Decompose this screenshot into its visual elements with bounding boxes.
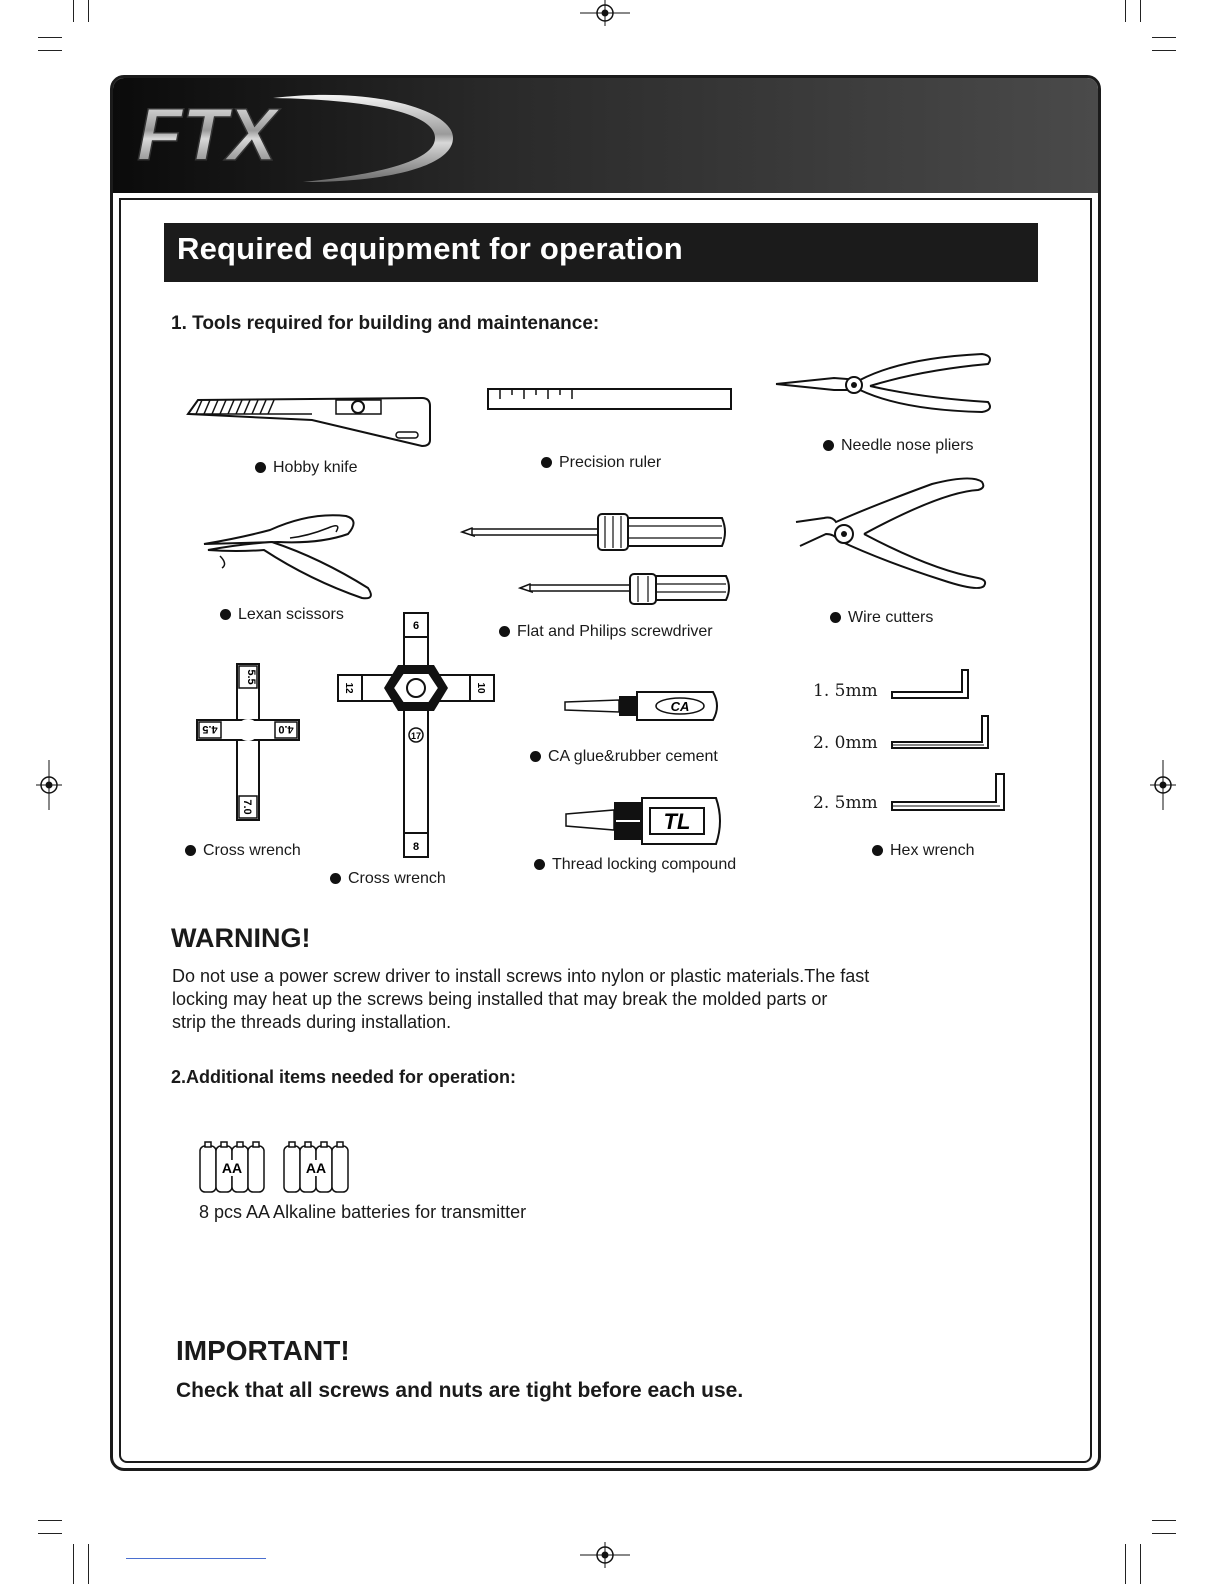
registration-mark-icon — [580, 0, 630, 26]
bullet-icon — [255, 462, 266, 473]
cross-wrench-label-1 — [185, 842, 301, 860]
screwdriver-icon — [460, 512, 732, 607]
crop-mark — [88, 1544, 89, 1584]
wire-cutters-icon — [792, 476, 992, 596]
hobby-knife-text: Hobby knife — [273, 459, 358, 476]
bullet-icon — [330, 873, 341, 884]
svg-text:AA: AA — [305, 1160, 327, 1176]
crop-mark — [73, 0, 74, 22]
bullet-icon — [534, 859, 545, 870]
needle-nose-pliers-text: Needle nose pliers — [841, 437, 974, 454]
batteries-label: 8 pcs AA Alkaline batteries for transmitter — [199, 1202, 527, 1222]
svg-text:AA: AA — [221, 1160, 243, 1176]
bullet-icon — [541, 457, 552, 468]
crop-mark — [1140, 1544, 1141, 1584]
hobby-knife-icon — [186, 390, 436, 450]
screwdriver-text: Flat and Philips screwdriver — [517, 623, 713, 640]
footer-rule — [126, 1558, 266, 1559]
precision-ruler-icon — [486, 386, 734, 412]
important-heading: IMPORTANT! — [176, 1335, 350, 1366]
warning-line-1: Do not use a power screw driver to install screws into nylon or plastic materials.The fast — [172, 966, 870, 986]
crop-mark — [1140, 0, 1141, 22]
wire-cutters-text: Wire cutters — [848, 609, 934, 626]
svg-text:FTX: FTX — [137, 93, 277, 176]
hex-wrench-text: Hex wrench — [890, 842, 975, 859]
hex-size-3: 2. 5mm — [813, 793, 878, 813]
svg-text:17: 17 — [410, 731, 422, 741]
section2-heading: 2.Additional items needed for operation: — [171, 1067, 517, 1087]
svg-text:7.0: 7.0 — [241, 799, 253, 815]
warning-heading: WARNING! — [171, 923, 311, 953]
bullet-icon — [185, 845, 196, 856]
svg-text:4.0: 4.0 — [278, 723, 294, 735]
lexan-scissors-icon — [200, 508, 380, 604]
warning-line-2: locking may heat up the screws being installed that may break the molded parts or — [172, 989, 828, 1009]
bullet-icon — [499, 626, 510, 637]
svg-text:6: 6 — [412, 620, 420, 632]
svg-text:12: 12 — [343, 682, 354, 694]
crop-mark — [1152, 1520, 1176, 1521]
warning-line-3: strip the threads during installation. — [172, 1012, 452, 1032]
hobby-knife-label — [255, 459, 358, 477]
crop-mark — [1152, 37, 1176, 38]
bullet-icon — [530, 751, 541, 762]
crop-mark — [1152, 50, 1176, 51]
svg-text:5.5: 5.5 — [245, 669, 257, 685]
large-cross-wrench-icon — [336, 611, 496, 861]
precision-ruler-label — [541, 454, 661, 472]
cross-wrench-label-2 — [330, 870, 446, 888]
hex-wrench-label — [872, 842, 974, 860]
lexan-scissors-label — [220, 606, 344, 624]
cross-wrench-text-1: Cross wrench — [203, 842, 301, 859]
crop-mark — [73, 1544, 74, 1584]
svg-text:CA: CA — [670, 699, 690, 714]
registration-mark-icon — [36, 760, 62, 810]
registration-mark-icon — [1150, 760, 1176, 810]
thread-locking-label — [534, 856, 736, 874]
crop-mark — [1152, 1533, 1176, 1534]
ca-glue-label — [530, 748, 718, 766]
hex-wrench-icon — [890, 668, 1008, 816]
cross-wrench-text-2: Cross wrench — [348, 870, 446, 887]
precision-ruler-text: Precision ruler — [559, 454, 662, 471]
crop-mark — [38, 37, 62, 38]
header-band — [113, 78, 1098, 193]
hex-size-1: 1. 5mm — [813, 681, 878, 701]
svg-text:4.5: 4.5 — [202, 723, 218, 735]
svg-text:8: 8 — [412, 841, 420, 853]
wire-cutters-label — [830, 609, 933, 627]
thread-locking-text: Thread locking compound — [552, 856, 737, 873]
bullet-icon — [830, 612, 841, 623]
needle-nose-pliers-icon — [772, 350, 997, 420]
hex-size-2: 2. 0mm — [813, 733, 878, 753]
page-title: Required equipment for operation — [177, 231, 683, 266]
crop-mark — [88, 0, 89, 22]
bullet-icon — [872, 845, 883, 856]
lexan-scissors-text: Lexan scissors — [238, 606, 344, 623]
small-cross-wrench-icon — [195, 660, 305, 824]
crop-mark — [38, 1520, 62, 1521]
important-text: Check that all screws and nuts are tight before each use. — [176, 1379, 744, 1402]
crop-mark — [38, 50, 62, 51]
crop-mark — [38, 1533, 62, 1534]
ca-glue-tube-icon — [563, 688, 723, 724]
thread-locking-tube-icon — [564, 796, 724, 846]
section1-heading: 1. Tools required for building and maintenance: — [171, 313, 600, 334]
bullet-icon — [823, 440, 834, 451]
bullet-icon — [220, 609, 231, 620]
ftx-logo — [123, 90, 463, 185]
crop-mark — [1125, 1544, 1126, 1584]
ca-glue-text: CA glue&rubber cement — [548, 748, 718, 765]
screwdriver-label — [499, 623, 713, 641]
registration-mark-icon — [580, 1542, 630, 1568]
svg-text:TL: TL — [663, 809, 691, 834]
warning-text — [172, 965, 972, 1034]
needle-nose-pliers-label — [823, 437, 974, 455]
aa-batteries-icon — [196, 1140, 356, 1196]
crop-mark — [1125, 0, 1126, 22]
svg-text:10: 10 — [475, 682, 486, 694]
